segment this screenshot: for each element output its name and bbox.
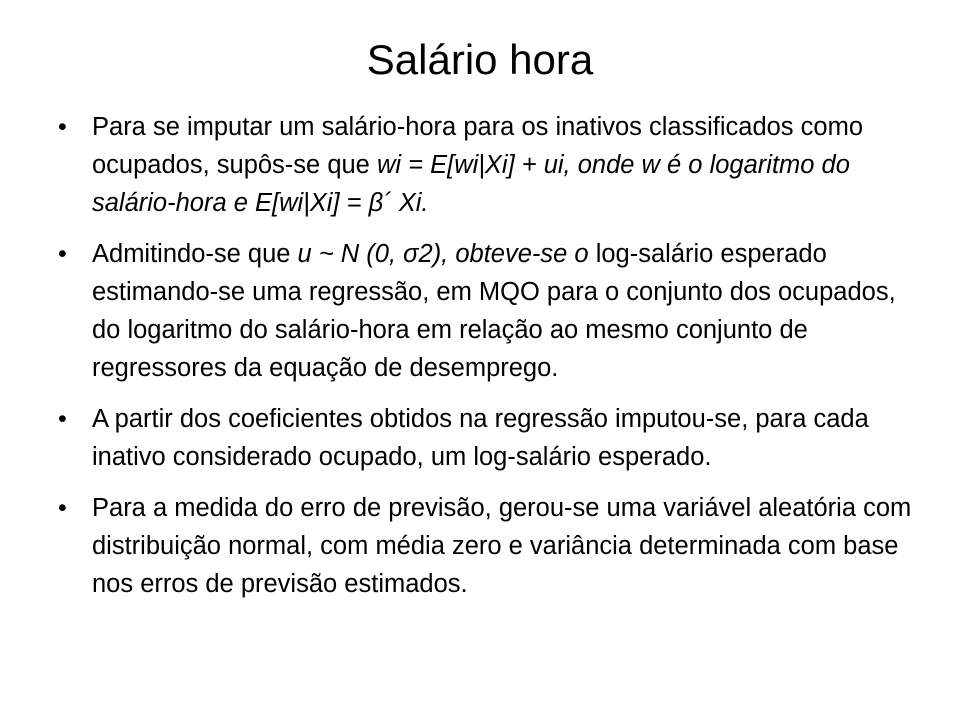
bullet-list: [58, 108, 926, 616]
bullet-text-2a: Admitindo-se que: [92, 240, 298, 268]
bullet-item-3: [58, 400, 926, 476]
bullet-icon: •: [58, 405, 67, 433]
bullet-item-1: [58, 108, 926, 222]
bullet-text-3: A partir dos coeficientes obtidos na regressão imputou-se, para cada inativo considerado ocupado, um log-salário esperado.: [92, 405, 869, 471]
bullet-item-2: [58, 235, 926, 387]
bullet-icon: •: [58, 240, 67, 268]
bullet-text-2c: log-salário esperado estimando-se uma regressão, em MQO para o conjunto dos ocupados, do logaritmo do salário-hora em relação ao mesmo conjunto de regressores da equação de desemprego.: [92, 240, 896, 382]
bullet-text-1a: Para se imputar um salário-hora para os inativos classificados como ocupados, supôs-se que: [92, 113, 864, 179]
bullet-text-2b: u ~ N (0, σ2), obteve-se o: [297, 240, 596, 268]
bullet-icon: •: [58, 113, 67, 141]
bullet-item-4: [58, 489, 926, 603]
bullet-text-4: Para a medida do erro de previsão, gerou-se uma variável aleatória com distribuição normal, com média zero e variância determinada com base nos erros de previsão estimados.: [92, 494, 912, 598]
bullet-icon: •: [58, 494, 67, 522]
bullet-text-1b: wi = E[wi|Xi] + ui, onde w é o logaritmo do salário-hora e E[wi|Xi] = β´ Xi.: [92, 151, 850, 217]
slide-title: Salário hora: [366, 36, 594, 83]
